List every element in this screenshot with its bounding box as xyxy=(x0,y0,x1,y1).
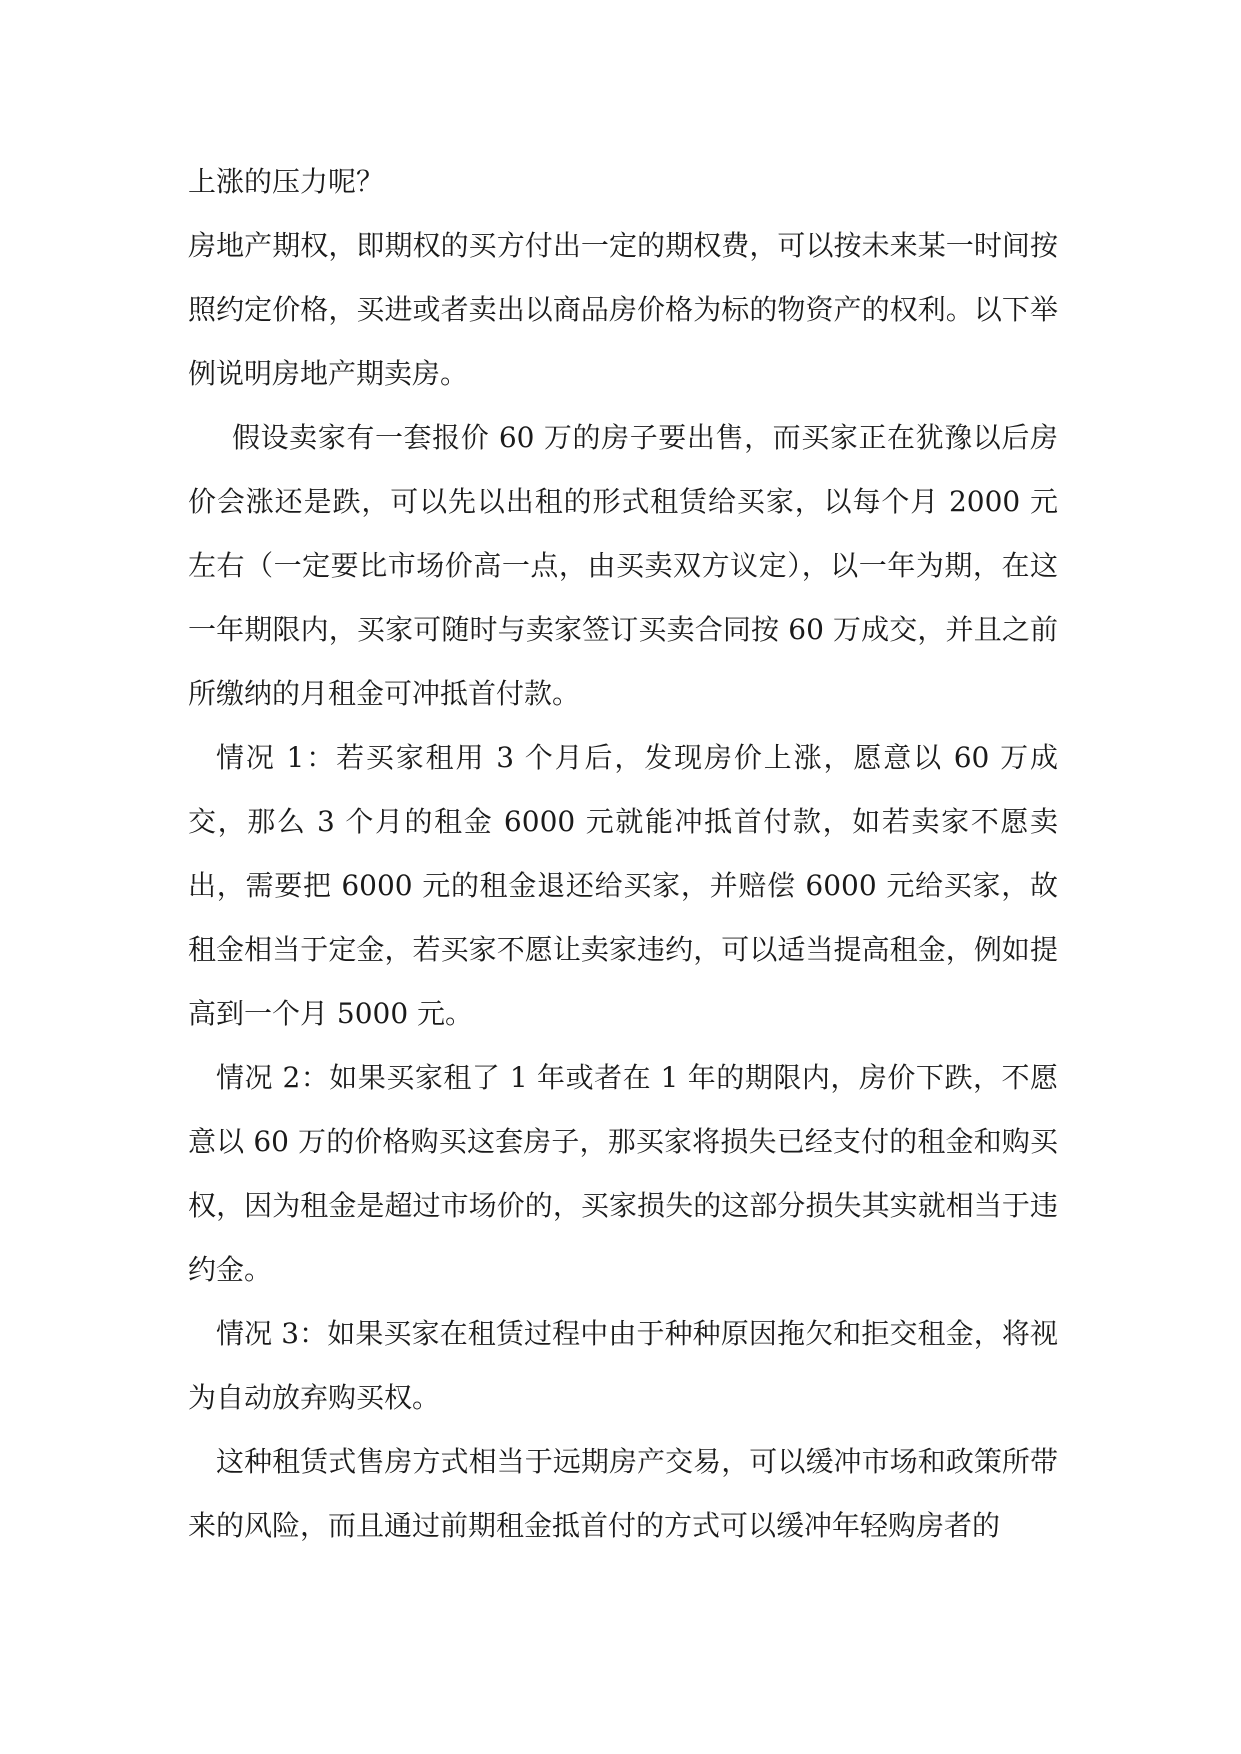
paragraph-2: 房地产期权，即期权的买方付出一定的期权费，可以按未来某一时间按照约定价格，买进或者卖出以商品房价格为标的物资产的权利。以下举例说明房地产期卖房。 xyxy=(188,229,1058,390)
paragraph-7: 这种租赁式售房方式相当于远期房产交易，可以缓冲市场和政策所带来的风险，而且通过前期租金抵首付的方式可以缓冲年轻购房者的 xyxy=(188,1445,1058,1542)
document-body xyxy=(188,150,1058,1558)
paragraph-5: 情况 2：如果买家租了 1 年或者在 1 年的期限内，房价下跌，不愿意以 60 万的价格购买这套房子，那买家将损失已经支付的租金和购买权，因为租金是超过市场价的，买家损失的这部分损失其实就相当于违约金。 xyxy=(188,1061,1058,1286)
paragraph-3: 假设卖家有一套报价 60 万的房子要出售，而买家正在犹豫以后房价会涨还是跌，可以先以出租的形式租赁给买家，以每个月 2000 元左右（一定要比市场价高一点，由买卖双方议定），以一年为期，在这一年期限内，买家可随时与卖家签订买卖合同按 60 万成交，并且之前所缴纳的月租金可冲抵首付款。 xyxy=(188,421,1058,710)
paragraph-4: 情况 1：若买家租用 3 个月后，发现房价上涨，愿意以 60 万成交，那么 3 个月的租金 6000 元就能冲抵首付款，如若卖家不愿卖出，需要把 6000 元的租金退还给买家，并赔偿 6000 元给买家，故租金相当于定金，若买家不愿让卖家违约，可以适当提高租金，例如提高到一个月 5000 元。 xyxy=(188,741,1058,1030)
paragraph-1: 上涨的压力呢？ xyxy=(188,165,385,198)
paragraph-6: 情况 3：如果买家在租赁过程中由于种种原因拖欠和拒交租金，将视为自动放弃购买权。 xyxy=(188,1317,1058,1414)
